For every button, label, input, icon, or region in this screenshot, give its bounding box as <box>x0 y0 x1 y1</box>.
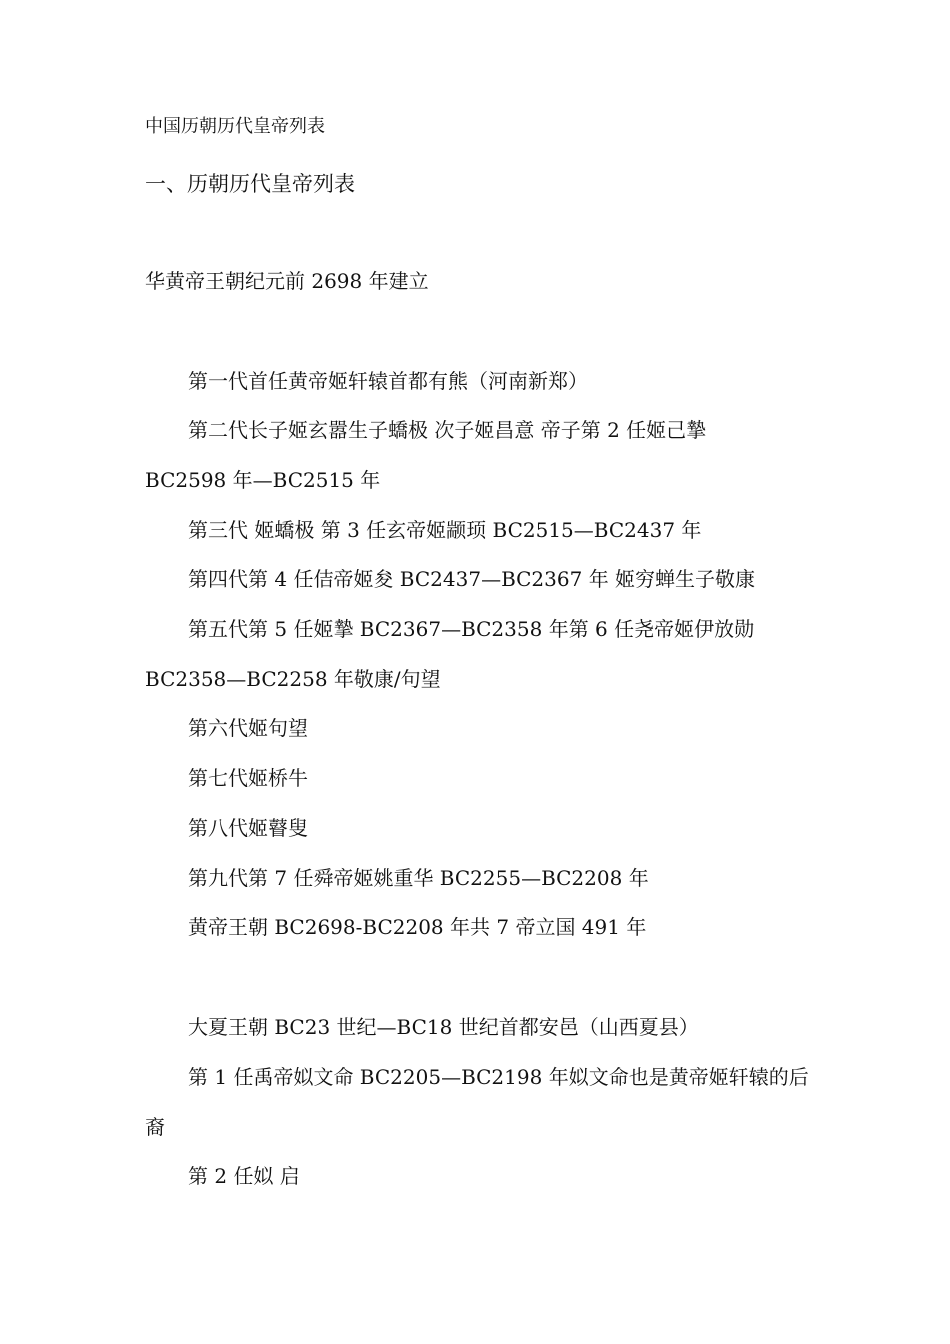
paragraph-line: 第四代第 4 任佶帝姬夋 BC2437—BC2367 年 姬穷蝉生子敬康 <box>188 567 756 591</box>
paragraph-line: 第七代姬桥牛 <box>188 766 308 790</box>
paragraph-line: 第二代长子姬玄嚣生子蟜极 次子姬昌意 帝子第 2 任姬己摯 <box>188 418 707 442</box>
section-heading: 一、历朝历代皇帝列表 <box>145 172 355 196</box>
paragraph-line: 第一代首任黄帝姬轩辕首都有熊（河南新郑） <box>188 369 588 393</box>
paragraph-line: 第 1 任禹帝姒文命 BC2205—BC2198 年姒文命也是黄帝姬轩辕的后 <box>188 1065 809 1089</box>
paragraph-line: 第三代 姬蟜极 第 3 任玄帝姬颛顼 BC2515—BC2437 年 <box>188 518 702 542</box>
paragraph-line: 大夏王朝 BC23 世纪—BC18 世纪首都安邑（山西夏县） <box>188 1015 699 1039</box>
paragraph-line-continuation: 裔 <box>145 1115 165 1139</box>
paragraph-line-continuation: BC2358—BC2258 年敬康/句望 <box>145 667 441 691</box>
paragraph-line: 黄帝王朝 BC2698-BC2208 年共 7 帝立国 491 年 <box>188 915 647 939</box>
paragraph-line: 第八代姬瞽叟 <box>188 816 308 840</box>
document-title: 中国历朝历代皇帝列表 <box>145 116 325 137</box>
paragraph-line-continuation: BC2598 年—BC2515 年 <box>145 468 381 492</box>
paragraph-line: 第 2 任姒 启 <box>188 1164 300 1188</box>
paragraph-line: 第五代第 5 任姬摯 BC2367—BC2358 年第 6 任尧帝姬伊放勋 <box>188 617 755 641</box>
paragraph-line: 第六代姬句望 <box>188 716 308 740</box>
huangdi-dynasty-heading: 华黄帝王朝纪元前 2698 年建立 <box>145 269 429 293</box>
paragraph-line: 第九代第 7 任舜帝姬姚重华 BC2255—BC2208 年 <box>188 866 649 890</box>
